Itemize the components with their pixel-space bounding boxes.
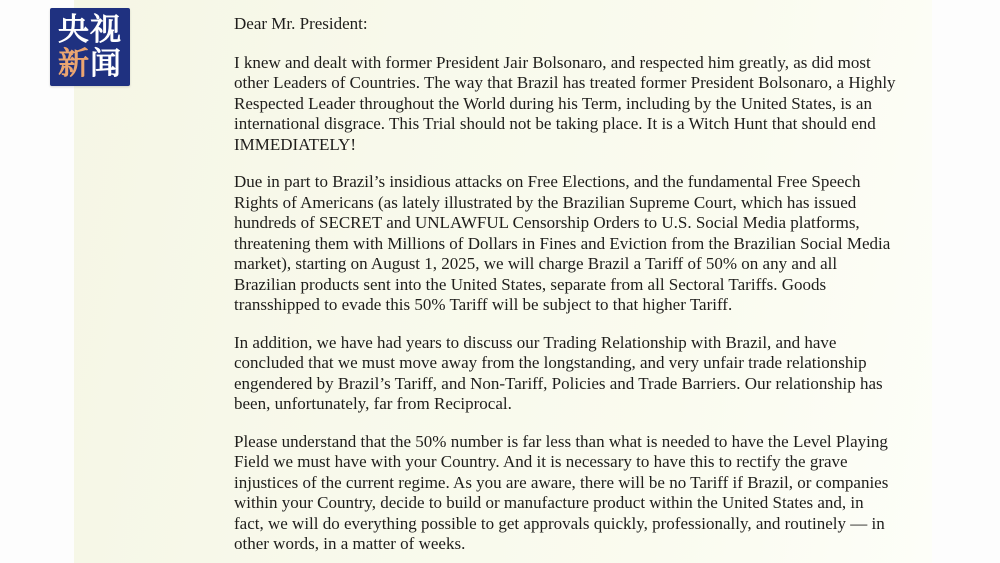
letter-line: Respected Leader throughout the World during his Term, including by the United States, is an — [234, 93, 872, 113]
letter-paragraph — [234, 53, 934, 156]
letter-paragraph — [234, 333, 934, 415]
letter-paragraph — [234, 432, 934, 555]
letter-line: injustices of the current regime. As you are aware, there will be no Tariff if Brazil, or companies — [234, 472, 889, 492]
letter-line: Brazilian products sent into the United States, separate from all Sectoral Tariffs. Goods — [234, 274, 827, 294]
logo-text-top: 央视 — [58, 12, 122, 47]
letter-line: IMMEDIATELY! — [234, 134, 356, 154]
letter-line: other Leaders of Countries. The way that Brazil has treated former President Bolsonaro, a Highly — [234, 73, 896, 92]
letter-line: transshipped to evade this 50% Tariff will be subject to that higher Tariff. — [234, 295, 733, 314]
letter-line: other words, in a matter of weeks. — [234, 534, 466, 553]
letter-line: fact, we will do everything possible to get approvals quickly, professionally, and routinely — in — [234, 513, 885, 533]
letter-line: threatening them with Millions of Dollars in Fines and Eviction from the Brazilian Social Media — [234, 233, 891, 253]
letter-document — [74, 0, 932, 563]
cctv-news-logo — [50, 8, 130, 86]
letter-line: concluded that we must move away from the longstanding, and very unfair trade relationship — [234, 353, 867, 372]
letter-line: engendered by Brazil’s Tariff, and Non-Tariff, Policies and Trade Barriers. Our relationship has — [234, 373, 883, 393]
logo-bottom-char: 闻 — [90, 46, 122, 81]
letter-line: I knew and dealt with former President Jair Bolsonaro, and respected him greatly, as did most — [234, 52, 871, 72]
letter-line: Rights of Americans (as lately illustrated by the Brazilian Supreme Court, which has issued — [234, 192, 857, 212]
letter-line: market), starting on August 1, 2025, we will charge Brazil a Tariff of 50% on any and all — [234, 254, 838, 273]
letter-line: Field we must have with your Country. And it is necessary to have this to rectify the grave — [234, 452, 848, 471]
letter-body — [234, 14, 934, 555]
letter-line: In addition, we have had years to discuss our Trading Relationship with Brazil, and have — [234, 332, 837, 352]
logo-accent-char: 新 — [58, 46, 90, 81]
letter-line: Please understand that the 50% number is far less than what is needed to have the Level Playing — [234, 431, 888, 451]
letter-line: within your Country, decide to build or manufacture product within the United States and, in — [234, 493, 864, 512]
letter-paragraphs — [234, 53, 934, 555]
letter-line: hundreds of SECRET and UNLAWFUL Censorship Orders to U.S. Social Media platforms, — [234, 213, 860, 232]
letter-paragraph — [234, 172, 934, 316]
letter-line: international disgrace. This Trial should not be taking place. It is a Witch Hunt that should end — [234, 114, 876, 133]
letter-line: Due in part to Brazil’s insidious attacks on Free Elections, and the fundamental Free Speech — [234, 172, 861, 191]
letter-greeting: Dear Mr. President: — [234, 14, 368, 33]
logo-text-bottom — [58, 47, 122, 81]
letter-line: been, unfortunately, far from Reciprocal. — [234, 394, 512, 413]
